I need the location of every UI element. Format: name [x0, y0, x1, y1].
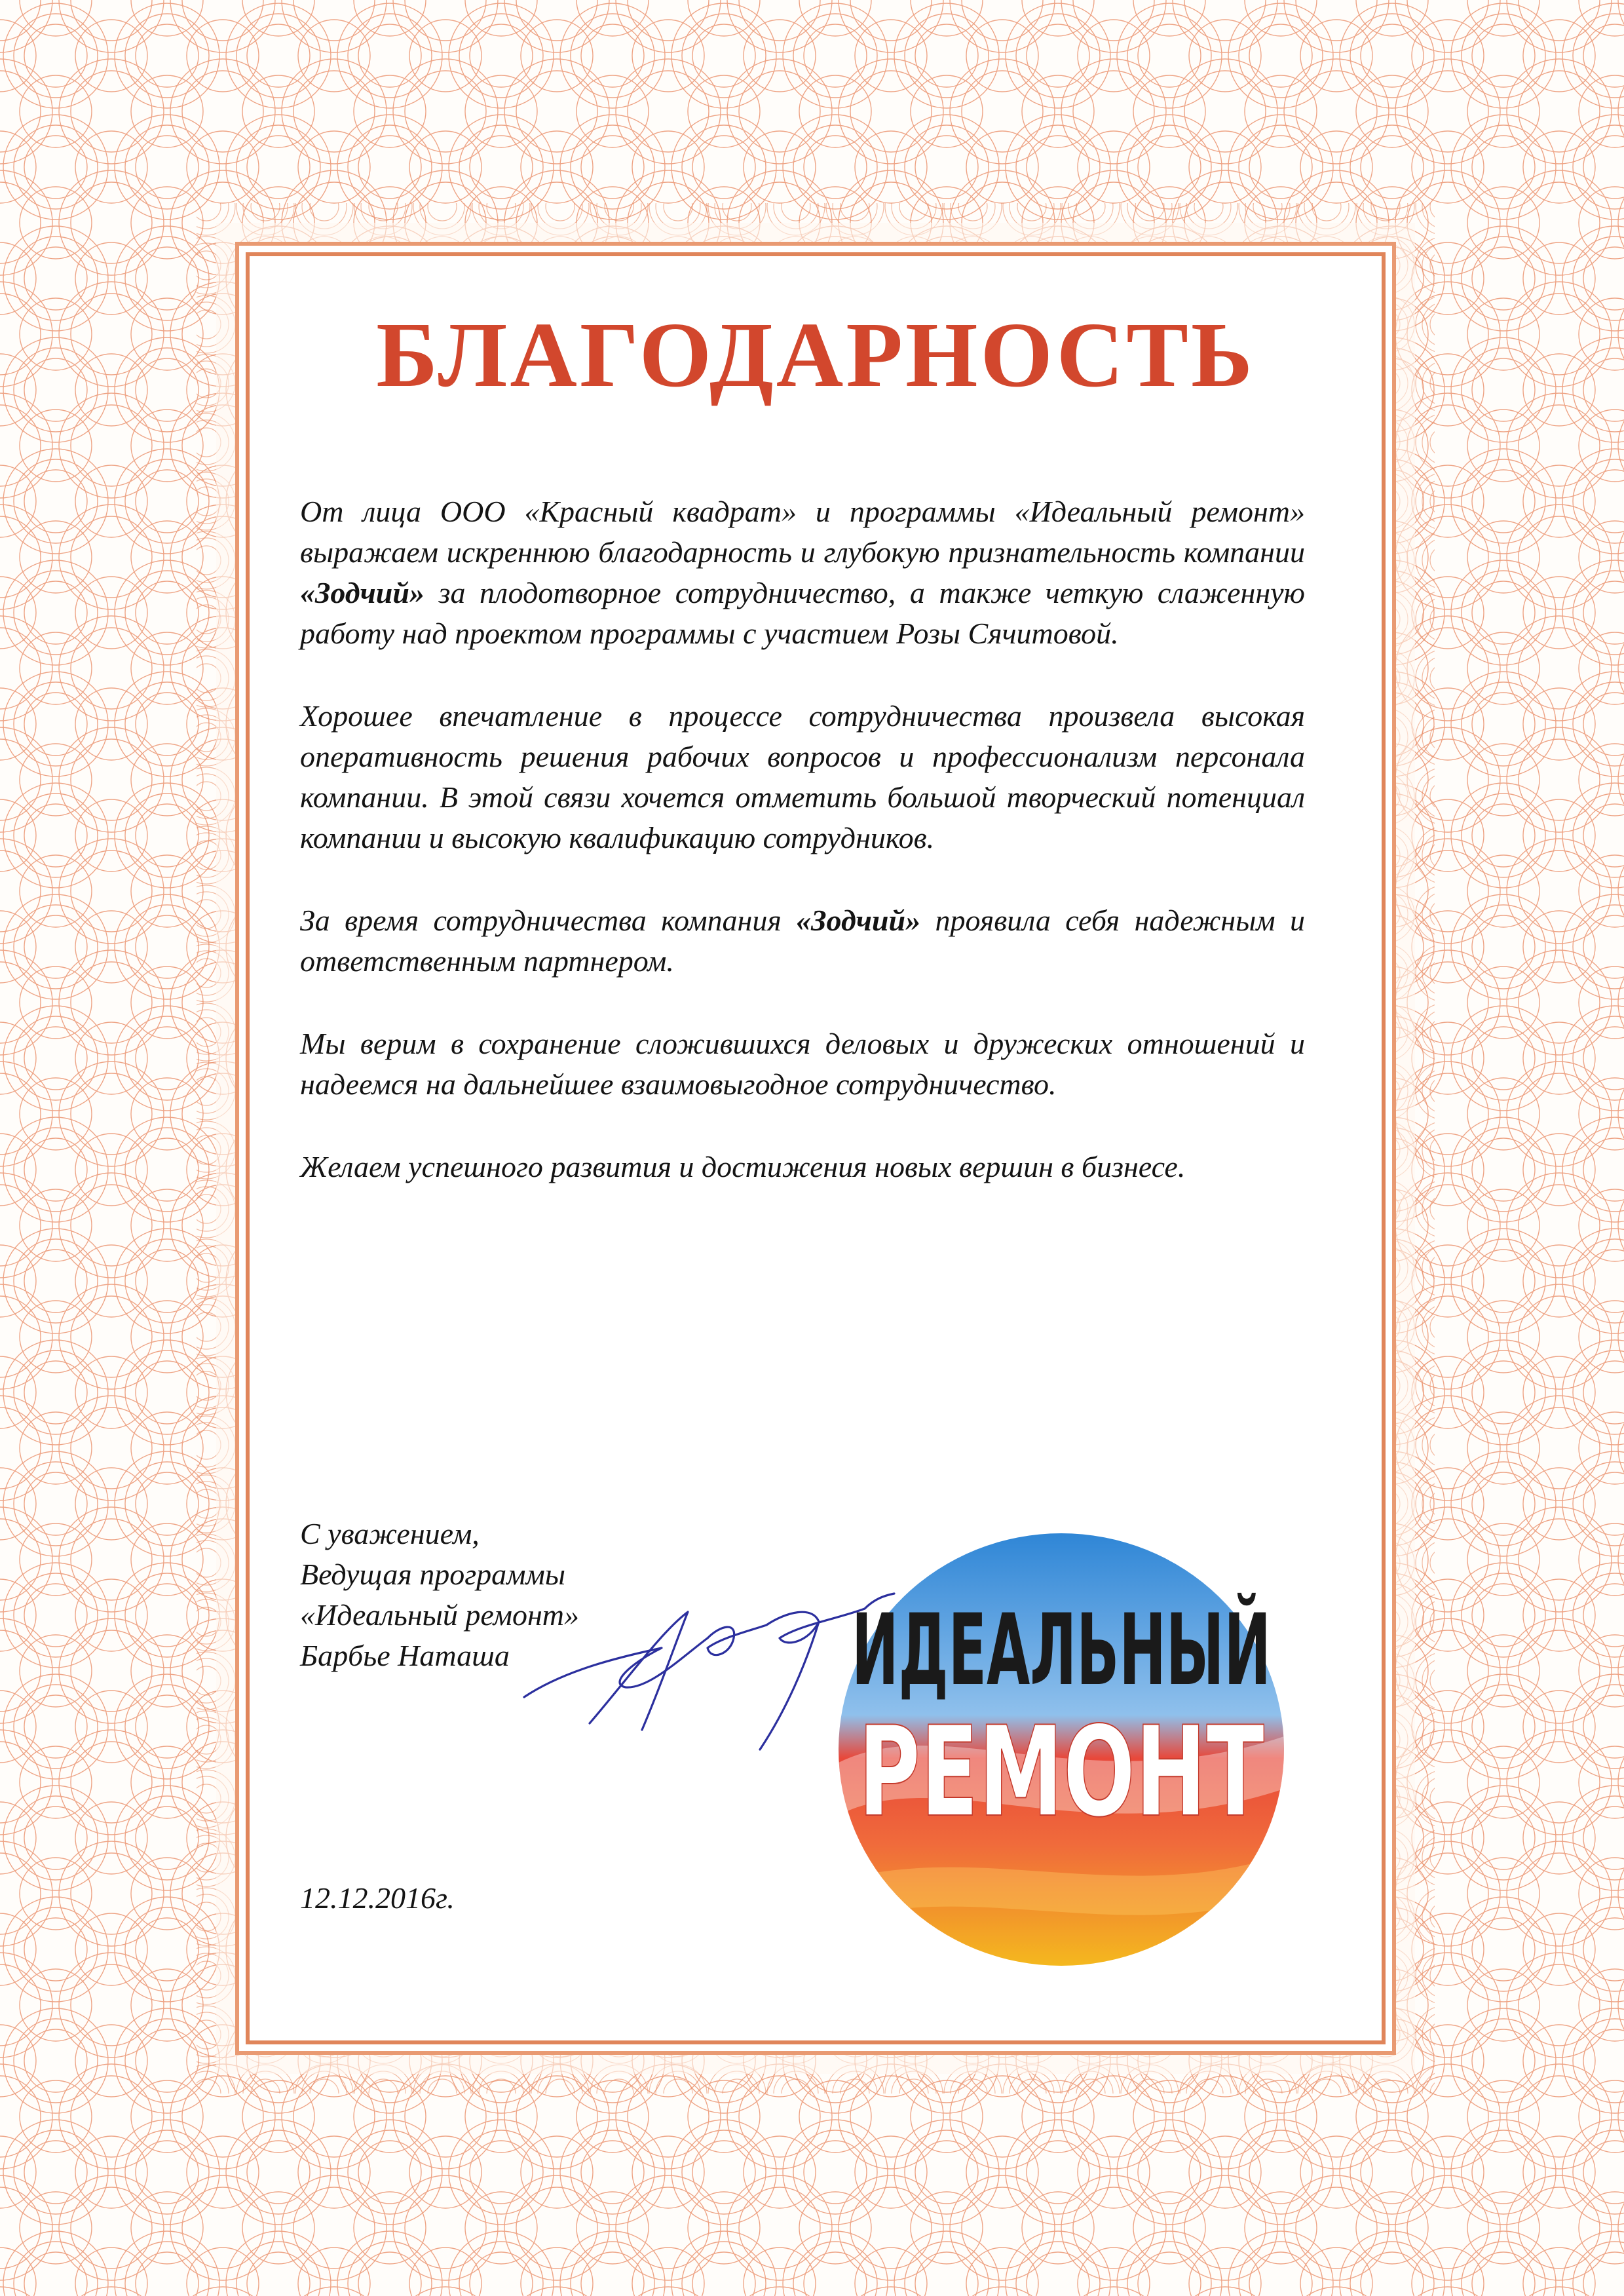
paragraph-3-text-a: За время сотрудничества компания [300, 904, 797, 937]
company-name: «Зодчий» [796, 904, 921, 937]
document-body [300, 491, 1305, 1229]
ideal-remont-logo [812, 1487, 1588, 1985]
closing-line: «Идеальный ремонт» [300, 1598, 579, 1632]
company-name: «Зодчий» [300, 576, 425, 609]
signatory-name: Барбье Наташа [300, 1639, 510, 1672]
paragraph-3-text-b: проявила себя надежным и ответственным партнером. [300, 904, 1305, 978]
logo-line-2: РЕМОНТ [858, 1700, 1264, 1845]
paragraph-3 [300, 900, 1305, 982]
paragraph-1 [300, 491, 1305, 654]
document-date: 12.12.2016г. [300, 1881, 455, 1915]
logo-line-1: ИДЕАЛЬНЫЙ [852, 1594, 1588, 1708]
paragraph-1-text-b: за плодотворное сотрудничество, а также четкую слаженную работу над проектом программы с участием Розы Сячитовой. [300, 576, 1305, 650]
paragraph-4: Мы верим в сохранение сложившихся деловых и дружеских отношений и надеемся на дальнейшее взаимовыгодное сотрудничество. [300, 1027, 1305, 1101]
closing-line: Ведущая программы [300, 1558, 566, 1591]
document-title: БЛАГОДАРНОСТЬ [376, 303, 1255, 406]
closing-line: С уважением, [300, 1517, 480, 1550]
paragraph-1-text-a: От лица ООО «Красный квадрат» и программы «Идеальный ремонт» выражаем искреннюю благодарность и глубокую признательность компании [300, 495, 1305, 569]
paragraph-2: Хорошее впечатление в процессе сотрудничества произвела высокая оперативность решения рабочих вопросов и профессионализм персонала компании. В этой связи хочется отметить большой творческий потенциал компании и высокую квалификацию сотрудников. [300, 699, 1305, 854]
paragraph-5: Желаем успешного развития и достижения новых вершин в бизнесе. [300, 1150, 1186, 1183]
